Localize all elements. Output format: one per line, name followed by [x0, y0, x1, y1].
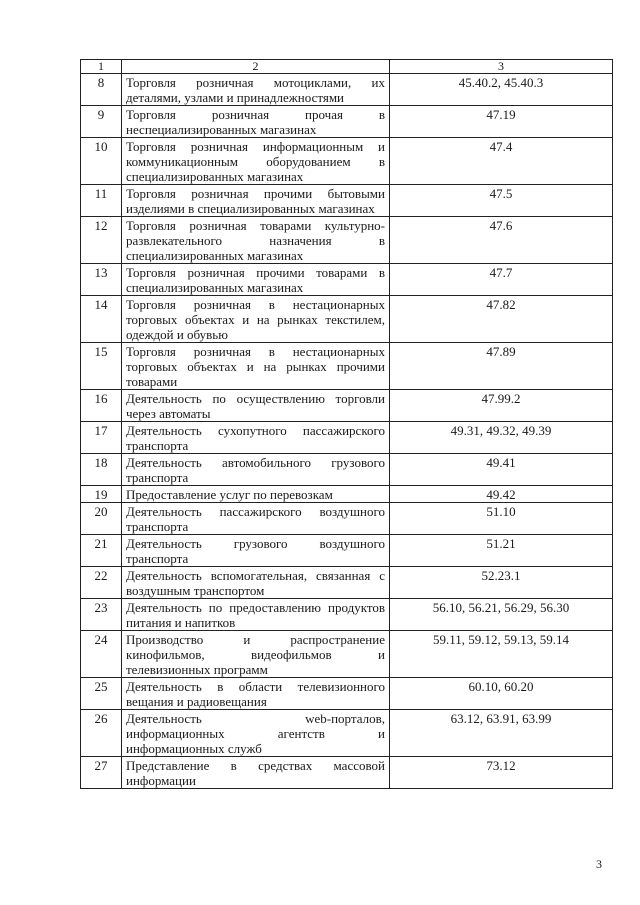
header-col-3: 3	[390, 60, 613, 74]
row-code: 56.10, 56.21, 56.29, 56.30	[390, 599, 613, 631]
row-number: 17	[81, 422, 122, 454]
row-description: Торговля розничная информационным и коммуникационным оборудованием в специализированных магазинах	[122, 138, 390, 185]
row-number: 16	[81, 390, 122, 422]
row-number: 20	[81, 503, 122, 535]
table-row	[81, 599, 613, 631]
row-description: Торговля розничная прочими бытовыми изделиями в специализированных магазинах	[122, 185, 390, 217]
row-code: 49.31, 49.32, 49.39	[390, 422, 613, 454]
page-number: 3	[596, 857, 602, 871]
row-description: Предоставление услуг по перевозкам	[122, 486, 390, 503]
row-number: 19	[81, 486, 122, 503]
row-description: Торговля розничная товарами культурно-развлекательного назначения в специализированных магазинах	[122, 217, 390, 264]
table-header-row	[81, 60, 613, 74]
row-code: 51.10	[390, 503, 613, 535]
row-code: 59.11, 59.12, 59.13, 59.14	[390, 631, 613, 678]
row-description: Торговля розничная прочими товарами в специализированных магазинах	[122, 264, 390, 296]
row-code: 73.12	[390, 757, 613, 789]
row-code: 49.42	[390, 486, 613, 503]
table-row	[81, 343, 613, 390]
table-row	[81, 217, 613, 264]
table-row	[81, 503, 613, 535]
table-row	[81, 185, 613, 217]
row-code: 47.5	[390, 185, 613, 217]
table-row	[81, 678, 613, 710]
row-description: Торговля розничная в нестационарных торговых объектах и на рынках текстилем, одеждой и обувью	[122, 296, 390, 343]
row-description: Деятельность грузового воздушного транспорта	[122, 535, 390, 567]
row-code: 60.10, 60.20	[390, 678, 613, 710]
row-description: Деятельность по осуществлению торговли через автоматы	[122, 390, 390, 422]
table-row	[81, 74, 613, 106]
table-row	[81, 296, 613, 343]
row-code: 51.21	[390, 535, 613, 567]
row-code: 47.19	[390, 106, 613, 138]
row-description: Производство и распространение кинофильмов, видеофильмов и телевизионных программ	[122, 631, 390, 678]
header-col-1: 1	[81, 60, 122, 74]
table-row	[81, 757, 613, 789]
row-number: 25	[81, 678, 122, 710]
row-number: 10	[81, 138, 122, 185]
row-number: 8	[81, 74, 122, 106]
table-row	[81, 390, 613, 422]
row-number: 26	[81, 710, 122, 757]
table-body	[81, 74, 613, 789]
row-description: Деятельность вспомогательная, связанная с воздушным транспортом	[122, 567, 390, 599]
row-description: Деятельность пассажирского воздушного транспорта	[122, 503, 390, 535]
row-number: 13	[81, 264, 122, 296]
row-number: 11	[81, 185, 122, 217]
row-description: Деятельность по предоставлению продуктов питания и напитков	[122, 599, 390, 631]
table-row	[81, 138, 613, 185]
row-code: 63.12, 63.91, 63.99	[390, 710, 613, 757]
row-number: 27	[81, 757, 122, 789]
row-description: Торговля розничная мотоциклами, их деталями, узлами и принадлежностями	[122, 74, 390, 106]
row-description: Представление в средствах массовой информации	[122, 757, 390, 789]
row-code: 47.4	[390, 138, 613, 185]
table-row	[81, 486, 613, 503]
row-number: 12	[81, 217, 122, 264]
row-code: 52.23.1	[390, 567, 613, 599]
row-code: 47.99.2	[390, 390, 613, 422]
table-row	[81, 631, 613, 678]
row-description: Торговля розничная прочая в неспециализированных магазинах	[122, 106, 390, 138]
table-row	[81, 567, 613, 599]
activity-codes-table	[80, 59, 613, 789]
row-number: 21	[81, 535, 122, 567]
table-row	[81, 264, 613, 296]
row-description: Деятельность сухопутного пассажирского транспорта	[122, 422, 390, 454]
row-number: 23	[81, 599, 122, 631]
row-code: 45.40.2, 45.40.3	[390, 74, 613, 106]
row-number: 18	[81, 454, 122, 486]
header-col-2: 2	[122, 60, 390, 74]
row-code: 47.6	[390, 217, 613, 264]
row-description: Торговля розничная в нестационарных торговых объектах и на рынках прочими товарами	[122, 343, 390, 390]
row-number: 24	[81, 631, 122, 678]
row-number: 14	[81, 296, 122, 343]
table-row	[81, 422, 613, 454]
row-description: Деятельность в области телевизионного вещания и радиовещания	[122, 678, 390, 710]
table-row	[81, 710, 613, 757]
row-code: 47.82	[390, 296, 613, 343]
row-number: 15	[81, 343, 122, 390]
row-code: 47.7	[390, 264, 613, 296]
row-code: 49.41	[390, 454, 613, 486]
row-description: Деятельность автомобильного грузового транспорта	[122, 454, 390, 486]
row-description: Деятельность web-порталов, информационных агентств и информационных служб	[122, 710, 390, 757]
row-number: 22	[81, 567, 122, 599]
row-number: 9	[81, 106, 122, 138]
table-row	[81, 535, 613, 567]
table-row	[81, 454, 613, 486]
row-code: 47.89	[390, 343, 613, 390]
activity-codes-table-wrap	[80, 59, 610, 789]
table-row	[81, 106, 613, 138]
